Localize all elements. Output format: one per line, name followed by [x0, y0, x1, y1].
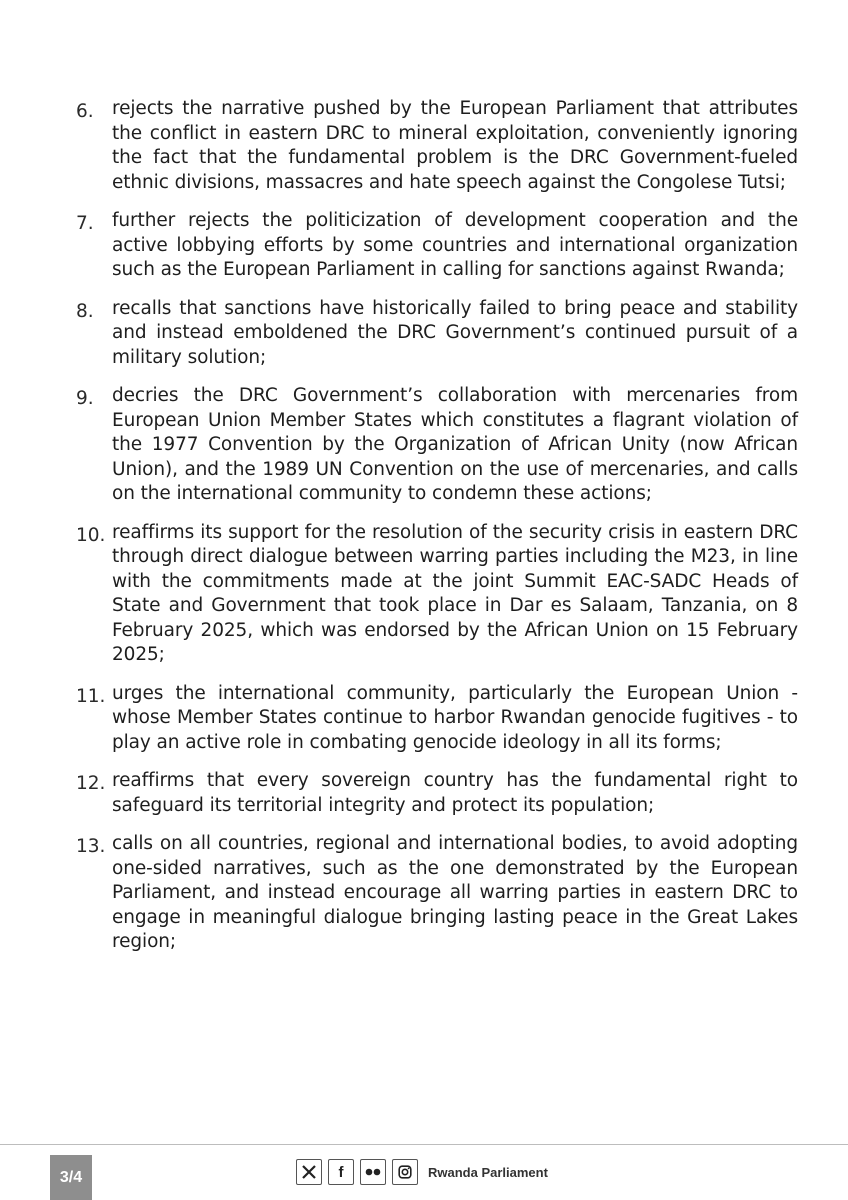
item-number: 6. — [76, 101, 94, 122]
instagram-icon[interactable] — [392, 1159, 418, 1185]
item-text: reaffirms that every sovereign country has the fundamental right to safeguard its territorial integrity and protect its population; — [112, 770, 798, 816]
item-text: decries the DRC Government’s collaboration with mercenaries from European Union Member States which constitutes a flagrant violation of the 1977 Convention by the Organization of African Unity (now African Union), and the 1989 UN Convention on the use of mercenaries, and calls on the international community to condemn these actions; — [112, 385, 798, 504]
list-item — [76, 832, 798, 955]
brand-name: Rwanda Parliament — [428, 1164, 548, 1180]
flickr-icon[interactable] — [360, 1159, 386, 1185]
item-text: reaffirms its support for the resolution of the security crisis in eastern DRC through direct dialogue between warring parties including the M23, in line with the commitments made at the joint Summit EAC-SADC Heads of State and Government that took place in Dar es Salaam, Tanzania, on 8 February 2025, which was endorsed by the African Union on 15 February 2025; — [112, 521, 798, 665]
list-item — [76, 209, 798, 283]
list-item — [76, 384, 798, 507]
item-number: 7. — [76, 213, 94, 234]
list-item — [76, 682, 798, 756]
item-number: 13. — [76, 836, 106, 857]
item-text: recalls that sanctions have historically failed to bring peace and stability and instead emboldened the DRC Government’s continued pursuit of a military solution; — [112, 297, 798, 368]
item-text: calls on all countries, regional and international bodies, to avoid adopting one-sided narratives, such as the one demonstrated by the European Parliament, and instead encourage all warring parties in eastern DRC to engage in meaningful dialogue bringing lasting peace in the Great Lakes region; — [112, 833, 798, 952]
facebook-icon[interactable] — [328, 1159, 354, 1185]
item-number: 8. — [76, 300, 94, 322]
item-number: 12. — [76, 773, 106, 794]
footer-divider — [0, 1144, 848, 1145]
item-text: further rejects the politicization of development cooperation and the active lobbying efforts by some countries and international organization such as the European Parliament in calling for sanctions against Rwanda; — [112, 210, 798, 280]
list-item — [76, 769, 798, 818]
page-number-badge: 3/4 — [50, 1155, 92, 1200]
item-number: 9. — [76, 388, 94, 409]
facebook-glyph: f — [338, 1163, 344, 1181]
list-item — [76, 521, 798, 668]
item-number: 11. — [76, 685, 106, 707]
list-item — [76, 297, 798, 371]
item-text: urges the international community, particularly the European Union - whose Member States continue to harbor Rwandan genocide fugitives - to play an active role in combating genocide ideology in all its forms; — [112, 682, 798, 753]
social-links — [296, 1159, 548, 1185]
item-number: 10. — [76, 524, 106, 546]
x-icon[interactable] — [296, 1159, 322, 1185]
item-text: rejects the narrative pushed by the European Parliament that attributes the conflict in eastern DRC to mineral exploitation, conveniently ignoring the fact that the fundamental problem is the DRC Government-fueled ethnic divisions, massacres and hate speech against the Congolese Tutsi; — [112, 98, 798, 193]
list-item — [76, 97, 798, 195]
resolution-list — [76, 97, 798, 969]
